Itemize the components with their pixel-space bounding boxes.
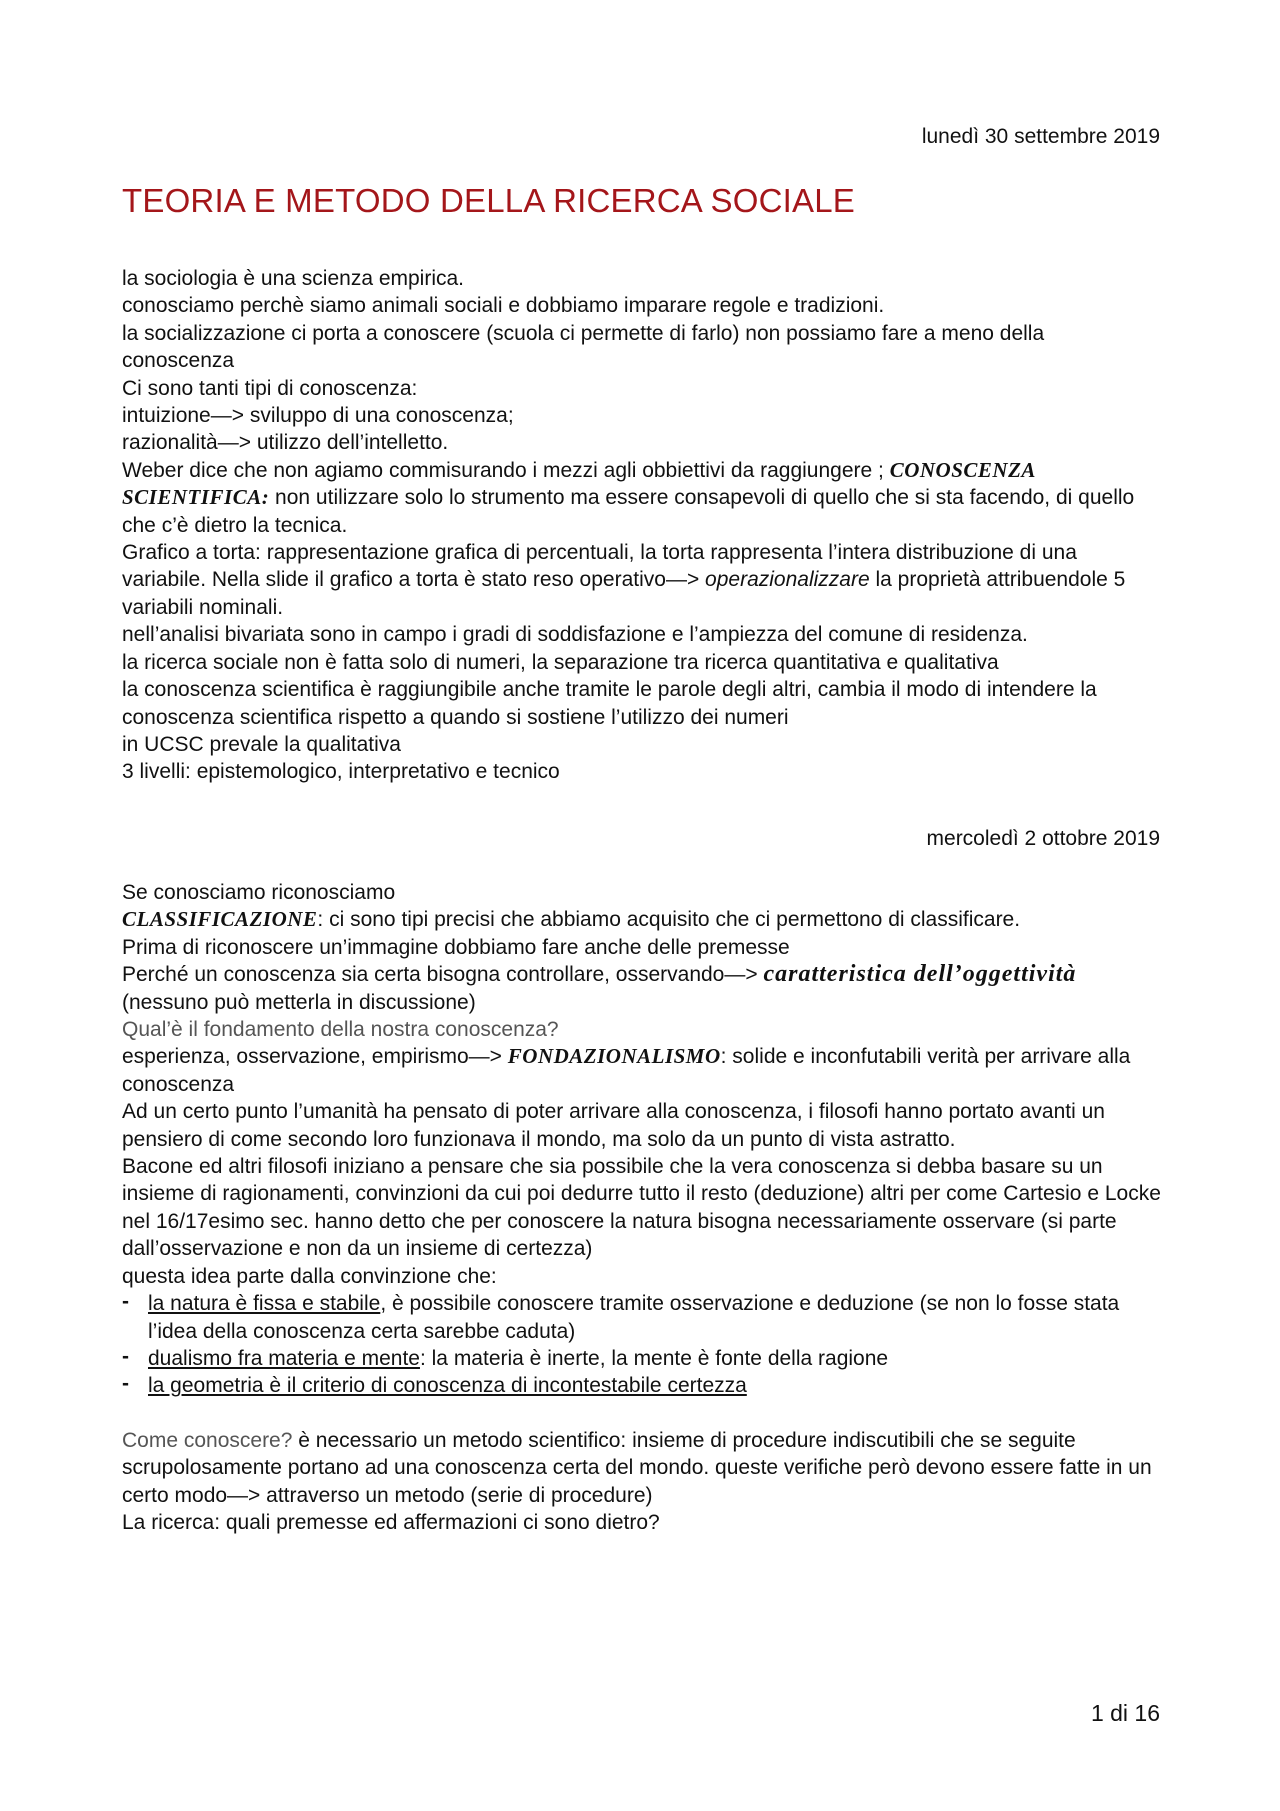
- list-item: [122, 1290, 1162, 1345]
- paragraph: [122, 961, 1162, 1016]
- paragraph: intuizione—> sviluppo di una conoscenza;: [122, 404, 514, 428]
- paragraph: Ad un certo punto l’umanità ha pensato di poter arrivare alla conoscenza, i filosofi hanno portato avanti un pensiero di come secondo loro funzionava il mondo, ma solo da un punto di vista astratto.: [122, 1100, 1105, 1151]
- text-run: non utilizzare solo lo strumento ma essere consapevoli di quello che si sta facendo, di quello che c’è dietro la tecnica.: [122, 486, 1135, 537]
- paragraph: nell’analisi bivariata sono in campo i gradi di soddisfazione e l’ampiezza del comune di residenza.: [122, 623, 1028, 647]
- paragraph: Prima di riconoscere un’immagine dobbiamo fare anche delle premesse: [122, 935, 790, 959]
- italic-term: operazionalizzare: [705, 568, 870, 592]
- paragraph: la ricerca sociale non è fatta solo di numeri, la separazione tra ricerca quantitativa e qualitativa: [122, 650, 999, 674]
- page-number: 1 di 16: [1090, 1700, 1160, 1726]
- date-header-1: lunedì 30 settembre 2019: [921, 125, 1160, 148]
- paragraph: la sociologia è una scienza empirica.: [122, 267, 465, 290]
- underlined-term: la natura è fissa e stabile: [148, 1292, 381, 1316]
- emphasis-term: CLASSIFICAZIONE: [122, 907, 318, 932]
- text-run: la proprietà attribuendole 5 variabili nominali.: [122, 568, 1126, 619]
- text-run: esperienza, osservazione, empirismo—>: [122, 1045, 508, 1069]
- list-item: [122, 1345, 1162, 1372]
- text-run: è necessario un metodo scientifico: insieme di procedure indiscutibili che se seguite scrupolosamente portano ad una conoscenza certa del mondo. queste verifiche però devono essere fatte in un certo modo—> attraverso un metodo (serie di procedure): [122, 1428, 1152, 1507]
- text-run: : solide e inconfutabili verità per arrivare alla conoscenza: [122, 1045, 1131, 1096]
- emphasis-term: caratteristica dell’oggettività: [763, 961, 1077, 988]
- list-item: [122, 1372, 1162, 1399]
- paragraph: razionalità—> utilizzo dell’intelletto.: [122, 431, 449, 455]
- paragraph: la conoscenza scientifica è raggiungibile anche tramite le parole degli altri, cambia il modo di intendere la conoscenza scientifica rispetto a quando si sostiene l’utilizzo dei numeri: [122, 678, 1097, 729]
- section-2: [122, 879, 1162, 1536]
- text-run: , è possibile conoscere tramite osservazione e deduzione (se non lo fosse stata l’idea della conoscenza certa sarebbe caduta): [148, 1292, 1120, 1343]
- text-run: : la materia è inerte, la mente è fonte della ragione: [419, 1346, 889, 1370]
- text-run: Weber dice che non agiamo commisurando i mezzi agli obbiettivi da raggiungere ;: [122, 458, 890, 482]
- date-header-2: mercoledì 2 ottobre 2019: [926, 827, 1160, 850]
- emphasis-term: CONOSCENZA SCIENTIFICA:: [122, 457, 1035, 510]
- paragraph: [122, 906, 1162, 933]
- underlined-term: dualismo fra materia e mente: [148, 1346, 420, 1370]
- paragraph: [122, 457, 1162, 539]
- paragraph: questa idea parte dalla convinzione che:: [122, 1264, 497, 1288]
- paragraph: La ricerca: quali premesse ed affermazioni ci sono dietro?: [122, 1510, 660, 1534]
- paragraph: in UCSC prevale la qualitativa: [122, 732, 401, 756]
- paragraph: la socializzazione ci porta a conoscere (scuola ci permette di farlo) non possiamo fare a meno della conoscenza: [122, 321, 1045, 373]
- underlined-term: la geometria è il criterio di conoscenza di incontestabile certezza: [148, 1374, 747, 1398]
- paragraph: [122, 1427, 1162, 1509]
- page-title: TEORIA E METODO DELLA RICERCA SOCIALE: [122, 182, 855, 219]
- paragraph: [122, 1043, 1162, 1098]
- question-line: Qual’è il fondamento della nostra conoscenza?: [122, 1018, 559, 1042]
- text-run: : ci sono tipi precisi che abbiamo acquisito che ci permettono di classificare.: [317, 908, 1021, 932]
- paragraph: Ci sono tanti tipi di conoscenza:: [122, 376, 418, 400]
- paragraph: [122, 539, 1162, 621]
- paragraph: conosciamo perchè siamo animali sociali e dobbiamo imparare regole e tradizioni.: [122, 294, 885, 318]
- text-run: Grafico a torta: rappresentazione grafica di percentuali, la torta rappresenta l’intera distribuzione di una variabile. Nella slide il grafico a torta è stato reso operativo—>: [122, 541, 1077, 592]
- question-term: Come conoscere?: [122, 1428, 293, 1452]
- paragraph: Bacone ed altri filosofi iniziano a pensare che sia possibile che la vera conoscenza si debba basare su un insieme di ragionamenti, convinzioni da cui poi dedurre tutto il resto (deduzione) altri per come Cartesio e Locke nel 16/17esimo sec. hanno detto che per conoscere la natura bisogna necessariamente osservare (si parte dall’osservazione e non da un insieme di certezza): [122, 1155, 1161, 1261]
- paragraph: Se conosciamo riconosciamo: [122, 881, 396, 904]
- bullet-list: [122, 1290, 1162, 1400]
- text-run: (nessuno può metterla in discussione): [122, 990, 476, 1014]
- section-1: [122, 265, 1162, 786]
- emphasis-term: FONDAZIONALISMO: [507, 1044, 721, 1069]
- text-run: Perché un conoscenza sia certa bisogna controllare, osservando—>: [122, 963, 764, 987]
- paragraph: 3 livelli: epistemologico, interpretativo e tecnico: [122, 760, 560, 784]
